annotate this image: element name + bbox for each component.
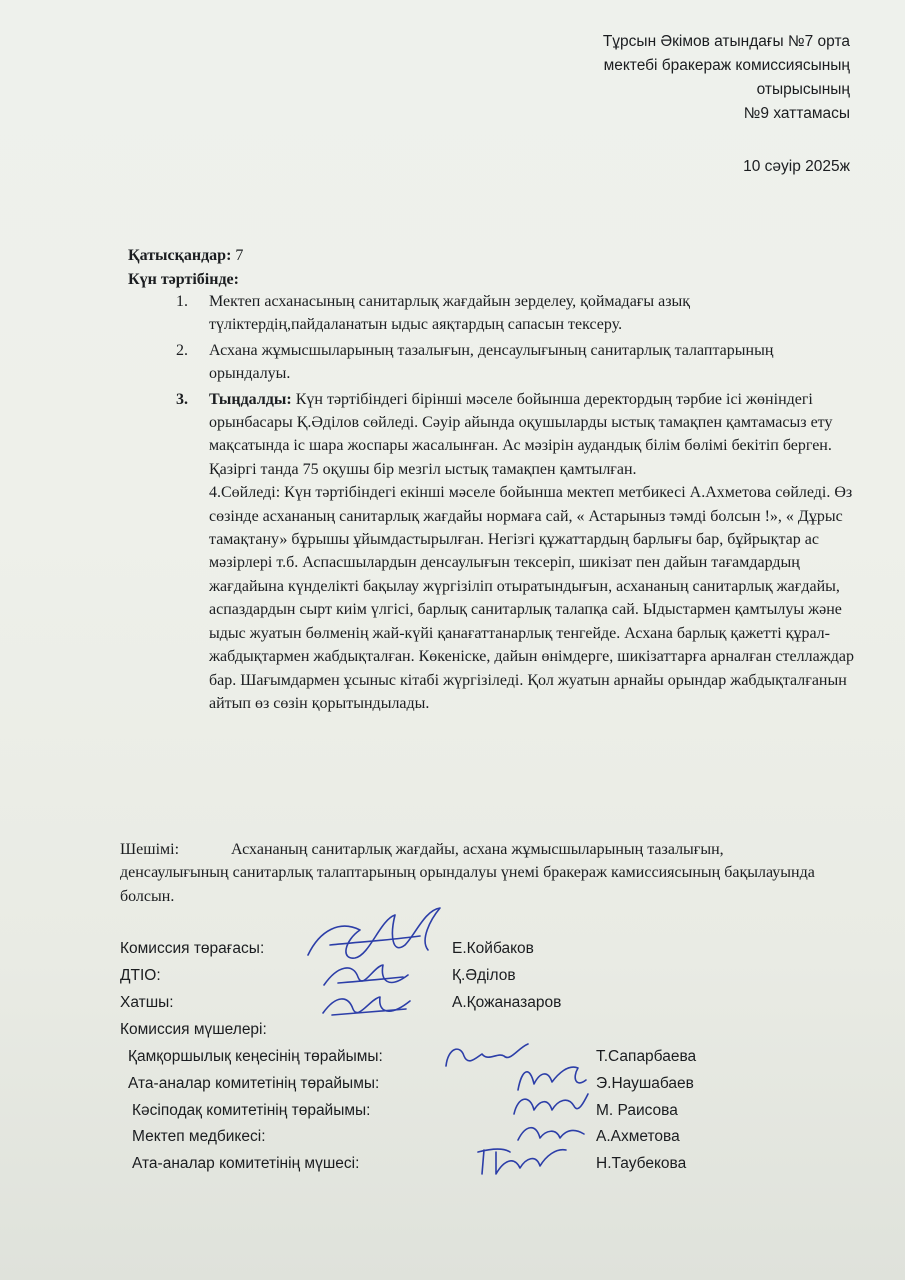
agenda-item-number: 3. (176, 390, 188, 408)
agenda-label-text: Күн тәртібінде: (128, 271, 239, 288)
member-2-role: Ата-аналар комитетінің төрайымы: (128, 1075, 380, 1092)
agenda-item-2 (176, 339, 856, 386)
agenda-item-3 (176, 388, 856, 482)
secretary-signature (318, 985, 418, 1030)
dtio-role: ДТІО: (120, 967, 161, 984)
member-4-role: Мектеп медбикесі: (132, 1128, 266, 1145)
member-3-role: Кәсіподақ комитетінің төрайымы: (132, 1102, 371, 1119)
agenda-item-text: Мектеп асханасының санитарлық жағдайын зерделеу, қоймадағы азық түліктердің,пайдаланатын ыдыс аяқтардың сапасын тексеру. (209, 293, 691, 334)
secretary-role: Хатшы: (120, 994, 174, 1011)
agenda-item-number: 1. (176, 293, 188, 310)
secretary-name: А.Қожаназаров (452, 994, 562, 1011)
agenda-item-number: 2. (176, 341, 188, 359)
member-1-role: Қамқоршылық кеңесінің төрайымы: (128, 1048, 383, 1065)
agenda-item-1 (176, 290, 856, 337)
document-header (450, 30, 850, 126)
dtio-name: Қ.Әділов (452, 967, 516, 984)
members-label: Комиссия мүшелері: (120, 1021, 267, 1038)
attendance-line (128, 244, 243, 267)
heard-text: Күн тәртібіндегі бірінші мәселе бойынша деректордың тәрбие ісі жөніндегі орынбасары Қ.Әділов сөйледі. Сәуір айында оқушыларды ыстық тамақпен қамтамасыз ету мақсатында іс шара жоспары жасалынған. Ас мәзірін аудандық білім бөлімі бекітіп берген. Қазіргі танда 75 оқушы бір мезгіл ыстық тамақпен қамтылған. (209, 390, 833, 478)
agenda-list (176, 290, 856, 715)
heard-label: Тыңдалды: (209, 390, 292, 408)
member-1-name: Т.Сапарбаева (596, 1048, 697, 1065)
attendance-label: Қатысқандар: (128, 247, 232, 264)
decision-block (120, 838, 832, 908)
header-line-3: отырысының (756, 81, 850, 98)
header-line-2: мектебі бракераж комиссиясының (603, 57, 850, 74)
agenda-item-text: Асхана жұмысшыларының тазалығын, денсаулығының санитарлық талаптарының орындалуы. (209, 341, 774, 383)
decision-label: Шешімі: (120, 841, 180, 858)
spoke-paragraph: 4.Сөйледі: Күн тәртібіндегі екінші мәселе бойынша мектеп метбикесі А.Ахметова сөйледі. Өз сөзінде асхананың санитарлық жағдайы нормаға сай, « Астарыныз тәмді болсын !», « Дұрыс тамақтану» бұрышы ұйымдастырылған. Негізгі құжаттардың барлығы бар, бұйрықтар ас мәзірлері т.б. Аспасшылардын денсаулығын тексеріп, шикізат пен дайын тағамдардың жағдайына күнделікті бақылау жүргізіліп отыратындығын, асхананың санитарлық жағдайы, аспаздардын сырт киім үлгісі, барлық санитарлық талапқа сай. Ыдыстармен қамтылуы және ыдыс жуатын бөлменің жай-күйі қанағаттанарлық тенгейде. Асхана барлық қажетті құрал-жабдықтармен жабдықталған. Көкеніске, дайын өнімдерге, шикізаттарға арналған стеллаждар бар. Шағымдармен ұсыныс кітабі жүргізіледі. Қол жуатын арнайы орындар жабдықталғанын айтып өз сөзін қорытындылады. (209, 484, 855, 712)
header-line-1: Тұрсын Әкімов атындағы №7 орта (602, 33, 850, 50)
chair-role: Комиссия төрағасы: (120, 940, 265, 957)
document-date: 10 сәуір 2025ж (743, 158, 850, 175)
member-4-name: А.Ахметова (596, 1128, 680, 1145)
chair-name: Е.Койбаков (452, 940, 534, 957)
member-5-role: Ата-аналар комитетінің мүшесі: (132, 1155, 360, 1172)
decision-text: Асхананың санитарлық жағдайы, асхана жұмысшыларының тазалығын, денсаулығының санитарлық талаптарының орындалуы үнемі бракераж камиссиясының бақылауында болсын. (120, 841, 815, 905)
protocol-number: №9 хаттамасы (743, 105, 850, 122)
member-2-name: Э.Наушабаев (596, 1075, 694, 1092)
member-5-name: Н.Таубекова (596, 1155, 687, 1172)
member-3-name: М. Раисова (596, 1102, 678, 1119)
member-5-signature (474, 1138, 574, 1183)
attendance-count: 7 (235, 247, 244, 264)
agenda-label (128, 268, 239, 291)
